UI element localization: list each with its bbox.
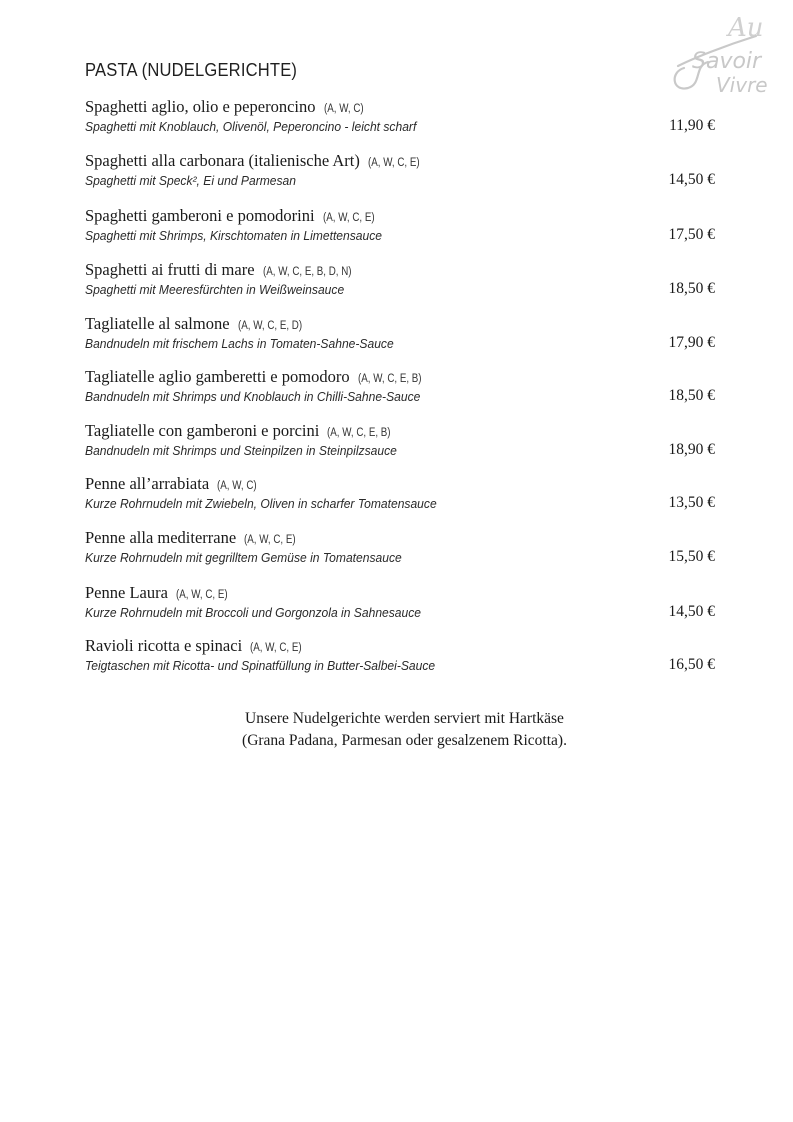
logo-text-savoir: Savoir	[692, 49, 762, 74]
logo-text-au: Au	[728, 13, 764, 43]
dish-name: Tagliatelle aglio gamberetti e pomodoro	[85, 367, 350, 386]
menu-item	[85, 260, 715, 304]
menu-item	[85, 314, 715, 358]
dish-description: Bandnudeln mit Shrimps und Steinpilzen in Steinpilzsauce	[85, 443, 397, 458]
dish-allergens: (A, W, C, E, D)	[237, 320, 302, 332]
dish-description: Kurze Rohrnudeln mit Zwiebeln, Oliven in scharfer Tomatensauce	[85, 496, 437, 511]
menu-item	[85, 367, 715, 411]
dish-price: 18,90 €	[668, 441, 715, 458]
restaurant-logo	[664, 6, 776, 110]
dish-name: Spaghetti ai frutti di mare	[85, 260, 255, 279]
menu-item	[85, 474, 715, 518]
dish-allergens: (A, W, C, E)	[322, 212, 375, 224]
dish-allergens: (A, W, C, E)	[244, 534, 296, 546]
dish-price: 17,90 €	[668, 334, 715, 351]
dish-description: Bandnudeln mit Shrimps und Knoblauch in Chilli-Sahne-Sauce	[85, 389, 421, 404]
menu-item	[85, 528, 715, 572]
dish-price: 11,90 €	[669, 117, 715, 134]
dish-allergens: (A, W, C, E, B)	[357, 373, 422, 385]
dish-price: 15,50 €	[668, 548, 715, 565]
dish-name: Spaghetti alla carbonara (italienische Art)	[85, 151, 360, 170]
footer-note	[0, 708, 793, 752]
menu-item	[85, 636, 715, 680]
dish-allergens: (A, W, C, E)	[176, 589, 228, 601]
dish-description: Kurze Rohrnudeln mit gegrilltem Gemüse in Tomatensauce	[85, 550, 402, 565]
dish-description: Spaghetti mit Meeresfürchten in Weißweinsauce	[85, 282, 345, 297]
dish-name: Tagliatelle con gamberoni e porcini	[85, 421, 320, 440]
menu-item	[85, 151, 715, 195]
dish-name: Penne Laura	[85, 583, 168, 602]
dish-description: Spaghetti mit Speck², Ei und Parmesan	[85, 173, 297, 188]
dish-price: 18,50 €	[668, 387, 715, 404]
menu-item	[85, 206, 715, 250]
dish-price: 14,50 €	[668, 171, 715, 188]
dish-description: Kurze Rohrnudeln mit Broccoli und Gorgonzola in Sahnesauce	[85, 605, 422, 620]
footer-line-1: Unsere Nudelgerichte werden serviert mit Hartkäse	[245, 710, 564, 727]
dish-description: Spaghetti mit Knoblauch, Olivenöl, Peperoncino - leicht scharf	[85, 119, 417, 134]
dish-description: Spaghetti mit Shrimps, Kirschtomaten in Limettensauce	[85, 228, 383, 243]
dish-price: 13,50 €	[668, 494, 715, 511]
logo-text-vivre: Vivre	[716, 73, 768, 97]
dish-allergens: (A, W, C, E, B)	[327, 427, 391, 439]
dish-name: Penne alla mediterrane	[85, 528, 237, 547]
dish-allergens: (A, W, C, E)	[367, 157, 420, 169]
dish-price: 14,50 €	[668, 603, 715, 620]
dish-allergens: (A, W, C, E, B, D, N)	[262, 266, 352, 278]
dish-description: Teigtaschen mit Ricotta- und Spinatfüllung in Butter-Salbei-Sauce	[85, 658, 436, 673]
dish-description: Bandnudeln mit frischem Lachs in Tomaten-Sahne-Sauce	[85, 336, 394, 351]
dish-price: 18,50 €	[668, 280, 715, 297]
dish-name: Spaghetti gamberoni e pomodorini	[85, 206, 315, 225]
dish-name: Penne all’arrabiata	[85, 474, 210, 493]
dish-allergens: (A, W, C)	[217, 480, 257, 492]
dish-name: Tagliatelle al salmone	[85, 314, 230, 333]
menu-item	[85, 97, 715, 141]
dish-allergens: (A, W, C)	[323, 103, 364, 115]
dish-allergens: (A, W, C, E)	[250, 642, 302, 654]
dish-price: 16,50 €	[668, 656, 715, 673]
footer-line-2: (Grana Padana, Parmesan oder gesalzenem Ricotta).	[242, 732, 567, 749]
menu-item	[85, 583, 715, 627]
dish-price: 17,50 €	[668, 226, 715, 243]
dish-name: Spaghetti aglio, olio e peperoncino	[85, 97, 316, 116]
menu-item	[85, 421, 715, 465]
section-title: PASTA (NUDELGERICHTE)	[85, 60, 298, 80]
dish-name: Ravioli ricotta e spinaci	[85, 636, 243, 655]
